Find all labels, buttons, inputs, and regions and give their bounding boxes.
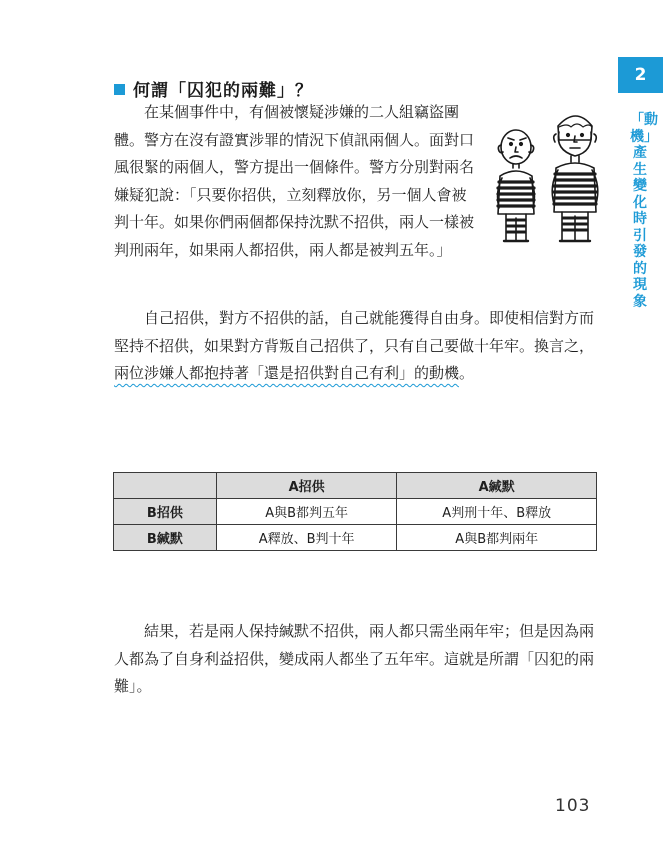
- chapter-title-vertical: 「動機」產生變化時引發的現象: [630, 112, 658, 310]
- column-header: A緘默: [397, 473, 597, 499]
- table-corner-cell: [114, 473, 217, 499]
- chapter-number-tab: 2: [618, 57, 663, 93]
- page-number: 103: [555, 796, 591, 816]
- analysis-paragraph: [114, 305, 600, 388]
- conclusion-paragraph: 結果，若是兩人保持緘默不招供，兩人都只需坐兩年牢；但是因為兩人都為了自身利益招供，變成兩人都坐了五年牢。這就是所謂「囚犯的兩難」。: [114, 622, 595, 695]
- row-header: B緘默: [114, 525, 217, 551]
- two-prisoners-illustration: [486, 102, 608, 252]
- square-bullet-icon: [114, 84, 125, 95]
- table-cell: A釋放、B判十年: [216, 525, 397, 551]
- analysis-text-end: 。: [459, 364, 475, 382]
- section-heading-text: 何謂「囚犯的兩難」？: [133, 81, 313, 101]
- table-cell: A與B都判五年: [216, 499, 397, 525]
- highlighted-motive-text: 兩位涉嫌人都抱持著「還是招供對自己有利」的動機: [114, 364, 460, 382]
- bald-prisoner-figure: [498, 130, 535, 241]
- table-row: [114, 499, 597, 525]
- row-header: B招供: [114, 499, 217, 525]
- table-cell: A判刑十年、B釋放: [397, 499, 597, 525]
- table-header-row: [114, 473, 597, 499]
- column-header: A招供: [216, 473, 397, 499]
- analysis-text: 自己招供，對方不招供的話，自己就能獲得自由身。即使相信對方而堅持不招供，如果對方背叛自己招供了，只有自己要做十年牢。換言之，: [114, 309, 595, 355]
- story-paragraph: 在某個事件中，有個被懷疑涉嫌的二人組竊盜團體。警方在沒有證實涉罪的情況下偵訊兩個人。面對口風很緊的兩個人，警方提出一個條件。警方分別對兩名嫌疑犯說：「只要你招供，立刻釋放你，另一個人會被判十年。如果你們兩個都保持沈默不招供，兩人一樣被判刑兩年，如果兩人都招供，兩人都是被判五年。」: [114, 103, 475, 259]
- table-row: [114, 525, 597, 551]
- tall-prisoner-figure: [552, 116, 598, 241]
- payoff-table: [113, 472, 597, 551]
- table-cell: A與B都判兩年: [397, 525, 597, 551]
- section-heading: [114, 76, 313, 101]
